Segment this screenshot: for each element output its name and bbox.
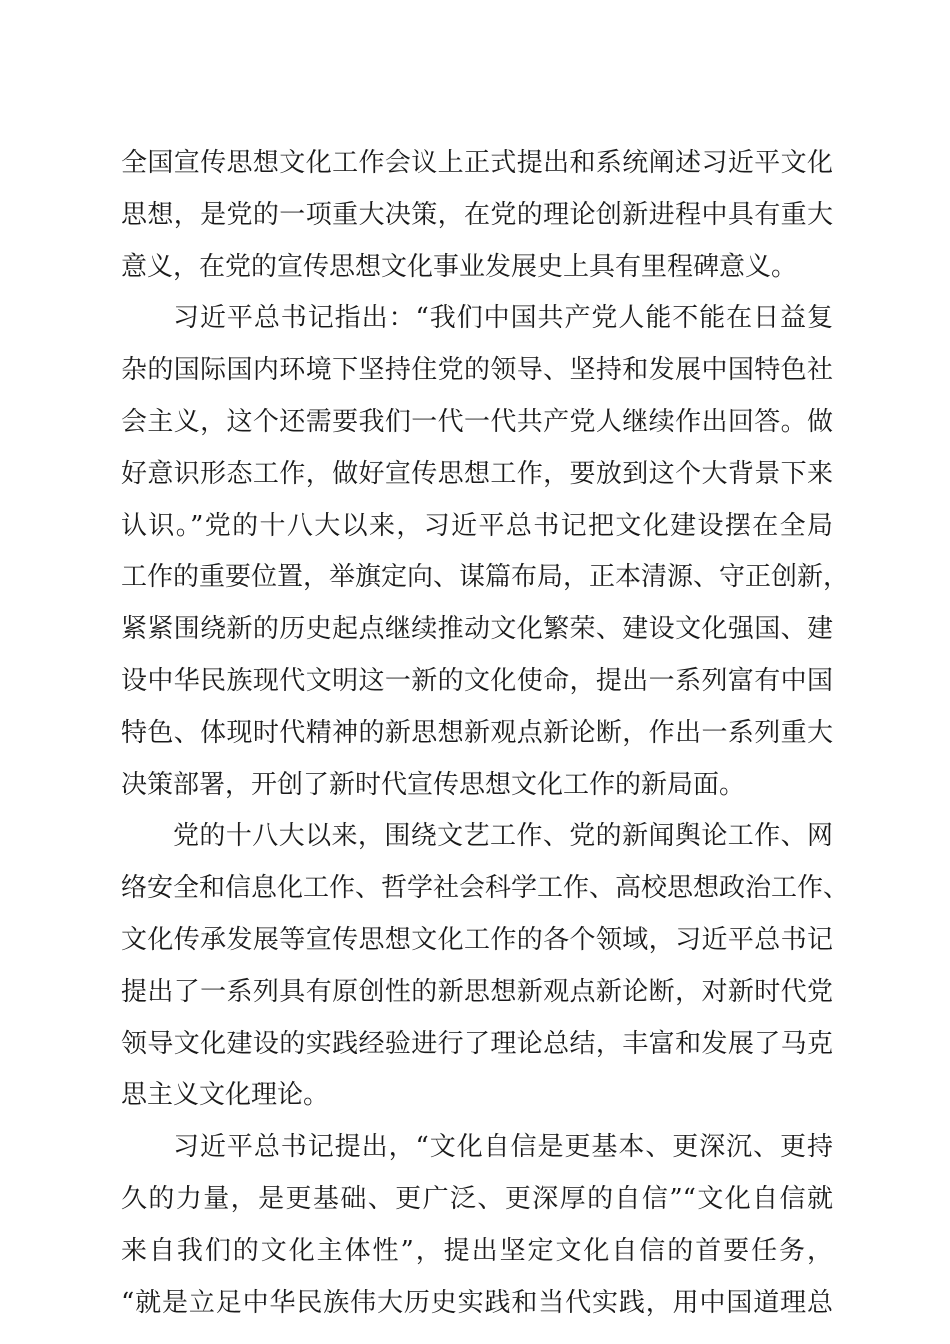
text-line: 好意识形态工作，做好宣传思想工作，要放到这个大背景下来: [121, 458, 833, 489]
text-line: 设中华民族现代文明这一新的文化使命，提出一系列富有中国: [121, 665, 833, 696]
paragraph-first-line: 习近平总书记提出，“文化自信是更基本、更深沉、更持: [173, 1132, 833, 1163]
text-line: 思主义文化理论。: [121, 1080, 330, 1111]
text-line: 络安全和信息化工作、哲学社会科学工作、高校思想政治工作、: [121, 873, 850, 904]
text-line: 意义，在党的宣传思想文化事业发展史上具有里程碑意义。: [121, 251, 798, 282]
text-line: 提出了一系列具有原创性的新思想新观点新论断，对新时代党: [121, 976, 833, 1007]
text-line: 会主义，这个还需要我们一代一代共产党人继续作出回答。做: [121, 406, 833, 437]
text-line: 工作的重要位置，举旗定向、谋篇布局，正本清源、守正创新，: [121, 562, 850, 593]
text-line: 全国宣传思想文化工作会议上正式提出和系统阐述习近平文化: [121, 148, 833, 178]
text-line: 来自我们的文化主体性”，提出坚定文化自信的首要任务，: [121, 1235, 833, 1266]
text-line: 特色、体现时代精神的新思想新观点新论断，作出一系列重大: [121, 717, 833, 748]
text-line: 紧紧围绕新的历史起点继续推动文化繁荣、建设文化强国、建: [121, 614, 833, 645]
paragraph-first-line: 党的十八大以来，围绕文艺工作、党的新闻舆论工作、网: [173, 821, 833, 852]
text-line: 久的力量，是更基础、更广泛、更深厚的自信”“文化自信就: [121, 1183, 833, 1214]
text-line: 杂的国际国内环境下坚持住党的领导、坚持和发展中国特色社: [121, 355, 833, 386]
text-line: 决策部署，开创了新时代宣传思想文化工作的新局面。: [121, 769, 746, 800]
text-line: 思想，是党的一项重大决策，在党的理论创新进程中具有重大: [121, 199, 833, 230]
text-line: “就是立足中华民族伟大历史实践和当代实践，用中国道理总: [121, 1287, 833, 1318]
paragraph-first-line: 习近平总书记指出：“我们中国共产党人能不能在日益复: [173, 303, 833, 334]
document-body: [121, 138, 850, 1329]
text-line: 认识。”党的十八大以来，习近平总书记把文化建设摆在全局: [121, 510, 833, 541]
text-line: 领导文化建设的实践经验进行了理论总结，丰富和发展了马克: [121, 1028, 833, 1059]
text-line: 文化传承发展等宣传思想文化工作的各个领域，习近平总书记: [121, 924, 833, 955]
